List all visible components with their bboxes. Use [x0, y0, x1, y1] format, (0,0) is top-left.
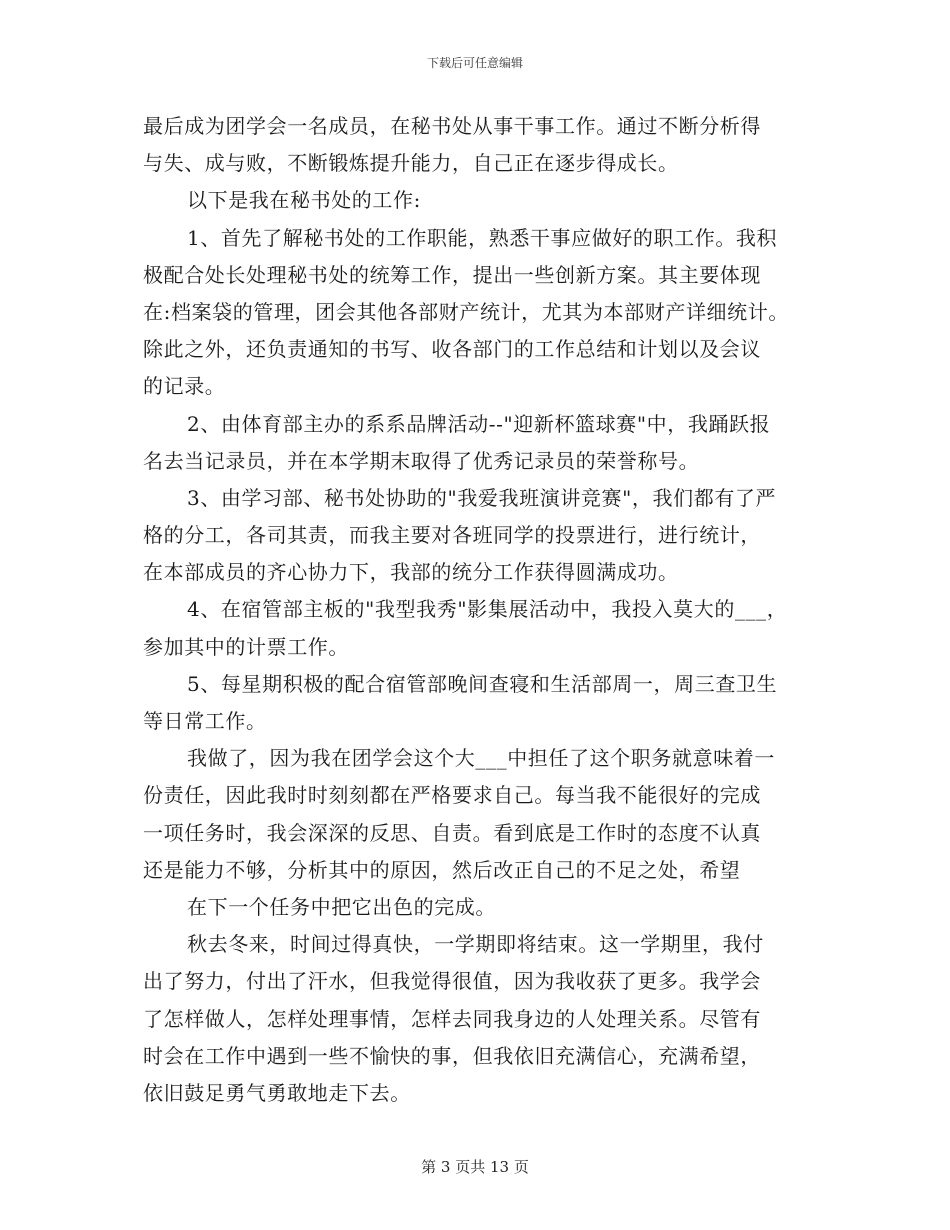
text-line: 3、由学习部、秘书处协助的"我爱我班演讲竞赛"，我们都有了严 — [187, 485, 777, 510]
text-line: 在本部成员的齐心协力下，我部的统分工作获得圆满成功。 — [143, 560, 679, 585]
text-line: 2、由体育部主办的系系品牌活动--"迎新杯篮球赛"中，我踊跃报 — [187, 411, 771, 436]
text-line: 参加其中的计票工作。 — [143, 634, 349, 659]
text-line: 在下一个任务中把它出色的完成。 — [187, 894, 496, 919]
text-line: 除此之外，还负责通知的书写、收各部门的工作总结和计划以及会议 — [143, 337, 761, 362]
text-line: 在:档案袋的管理，团会其他各部财产统计，尤其为本部财产详细统计。 — [143, 299, 789, 324]
text-line: 与失、成与败，不断锻炼提升能力，自己正在逐步得成长。 — [143, 151, 679, 176]
page-header: 下载后可任意编辑 — [426, 56, 523, 70]
page-number: 第 3 页共 13 页 — [421, 1158, 529, 1176]
text-line: 份责任，因此我时时刻刻都在严格要求自己。每当我不能很好的完成 — [143, 783, 761, 808]
text-line: 的记录。 — [143, 374, 226, 399]
text-line: 我做了，因为我在团学会这个大___中担任了这个职务就意味着一 — [187, 746, 775, 771]
text-line: 以下是我在秘书处的工作: — [187, 188, 421, 213]
text-line: 了怎样做人，怎样处理事情，怎样去同我身边的人处理关系。尽管有 — [143, 1006, 761, 1031]
text-line: 最后成为团学会一名成员，在秘书处从事干事工作。通过不断分析得 — [143, 114, 761, 138]
text-line: 名去当记录员，并在本学期末取得了优秀记录员的荣誉称号。 — [143, 448, 700, 473]
text-line: 4、在宿管部主板的"我型我秀"影集展活动中，我投入莫大的___， — [187, 597, 788, 622]
text-line: 依旧鼓足勇气勇敢地走下去。 — [143, 1080, 411, 1105]
text-line: 出了努力，付出了汗水，但我觉得很值，因为我收获了更多。我学会 — [143, 969, 761, 994]
text-line: 等日常工作。 — [143, 709, 267, 733]
text-line: 5、每星期积极的配合宿管部晚间查寝和生活部周一，周三查卫生 — [187, 671, 778, 696]
document-body — [143, 108, 833, 1112]
text-line: 一项任务时，我会深深的反思、自责。看到底是工作时的态度不认真 — [143, 820, 761, 845]
text-line: 格的分工，各司其责，而我主要对各班同学的投票进行，进行统计， — [143, 523, 761, 548]
text-line: 时会在工作中遇到一些不愉快的事，但我依旧充满信心，充满希望， — [143, 1043, 761, 1068]
text-line: 1、首先了解秘书处的工作职能，熟悉干事应做好的职工作。我积 — [187, 225, 778, 250]
text-line: 还是能力不够，分析其中的原因，然后改正自己的不足之处，希望 — [143, 857, 741, 882]
text-line: 秋去冬来，时间过得真快，一学期即将结束。这一学期里，我付 — [187, 932, 764, 957]
text-line: 极配合处长处理秘书处的统筹工作，提出一些创新方案。其主要体现 — [143, 262, 761, 287]
